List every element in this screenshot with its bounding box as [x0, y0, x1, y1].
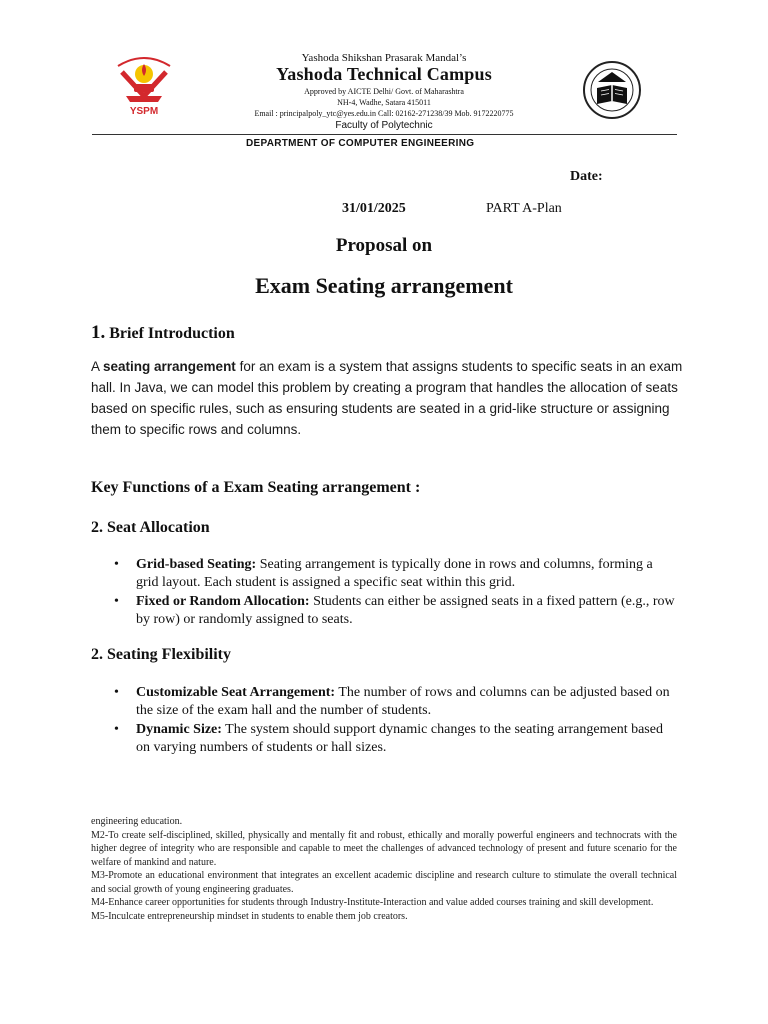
mission-line: M5-Inculcate entrepreneurship mindset in students to enable them job creators. [91, 910, 408, 922]
list-item-text: Seating arrangement is typically done in rows and columns, forming a grid layout. Each student is assigned a specific seat within this grid. [136, 557, 653, 590]
approval-line: Approved by AICTE Delhi/ Govt. of Maharashtra [304, 87, 464, 96]
bullet-icon: • [114, 557, 119, 572]
seat-allocation-heading: 2. Seat Allocation [91, 519, 210, 536]
mission-line: M3-Promote an educational environment that integrates an excellent academic discipline and research culture to stimulate the overall technical and social growth of young engineering graduates. [91, 870, 677, 895]
list-item-text: The system should support dynamic changes to the seating arrangement based on varying numbers of students or hall sizes. [136, 722, 663, 755]
list-item-term: Fixed or Random Allocation: [136, 594, 310, 609]
yspm-logo-text: YSPM [129, 106, 159, 117]
seating-flexibility-heading: 2. Seating Flexibility [91, 646, 231, 663]
seating-flexibility-list [114, 684, 676, 758]
list-item-term: Dynamic Size: [136, 722, 222, 737]
mission-statements [91, 815, 677, 923]
section-1-title: Brief Introduction [109, 325, 235, 342]
list-item-term: Customizable Seat Arrangement: [136, 685, 336, 700]
intro-rest: for an exam is a system that assigns students to specific seats in an exam hall. In Java, we can model this problem by creating a program that handles the allocation of seats based on specific rules, such as ensuring students are seated in a grid-like structure or assigning them to specific rows and columns. [91, 359, 683, 437]
bullet-icon: • [114, 722, 119, 737]
proposal-heading: Proposal on [335, 235, 433, 256]
mission-line: M2-To create self-disciplined, skilled, physically and mentally fit and robust, ethically and morally powerful engineers and technocrats with the higher degree of integrity who are responsible and capable to meet the challenges of advanced technology of present and future scenario for the welfare of mankind and nature. [91, 829, 677, 868]
bullet-icon: • [114, 685, 119, 700]
list-item [114, 593, 676, 629]
intro-prefix: A [91, 359, 104, 374]
bullet-icon: • [114, 594, 119, 609]
faculty-line: Faculty of Polytechnic [335, 120, 433, 131]
date-value: 31/01/2025 [342, 201, 406, 216]
section-1-number: 1. [91, 322, 106, 343]
part-label: PART A-Plan [486, 201, 562, 216]
date-label: Date: [570, 169, 603, 184]
society-name: Yashoda Shikshan Prasarak Mandal’s [301, 52, 467, 64]
header-divider [92, 134, 677, 135]
seat-allocation-list [114, 556, 676, 630]
contact-line: Email : principalpoly_ytc@yes.edu.in Call: 02162-271238/39 Mob. 9172220775 [254, 109, 514, 118]
department-line: DEPARTMENT OF COMPUTER ENGINEERING [246, 138, 475, 149]
mission-line: engineering education. [91, 816, 183, 827]
intro-paragraph [91, 356, 691, 440]
address-line: NH-4, Wadhe, Satara 415011 [337, 98, 431, 107]
list-item [114, 556, 676, 592]
list-item-text: The number of rows and columns can be adjusted based on the size of the exam hall and the number of students. [136, 685, 670, 718]
list-item [114, 721, 676, 757]
key-functions-heading: Key Functions of a Exam Seating arrangement : [91, 479, 421, 496]
document-title: Exam Seating arrangement [255, 273, 513, 298]
campus-name: Yashoda Technical Campus [276, 64, 492, 84]
list-item [114, 684, 676, 720]
section-1-heading [91, 322, 235, 344]
list-item-text: Students can either be assigned seats in a fixed pattern (e.g., row by row) or randomly assigned to seats. [136, 594, 675, 627]
intro-bold-term: seating arrangement [103, 359, 236, 374]
mission-line: M4-Enhance career opportunities for students through Industry-Institute-Interaction and value added courses training and skill development. [91, 897, 654, 908]
list-item-term: Grid-based Seating: [136, 557, 257, 572]
